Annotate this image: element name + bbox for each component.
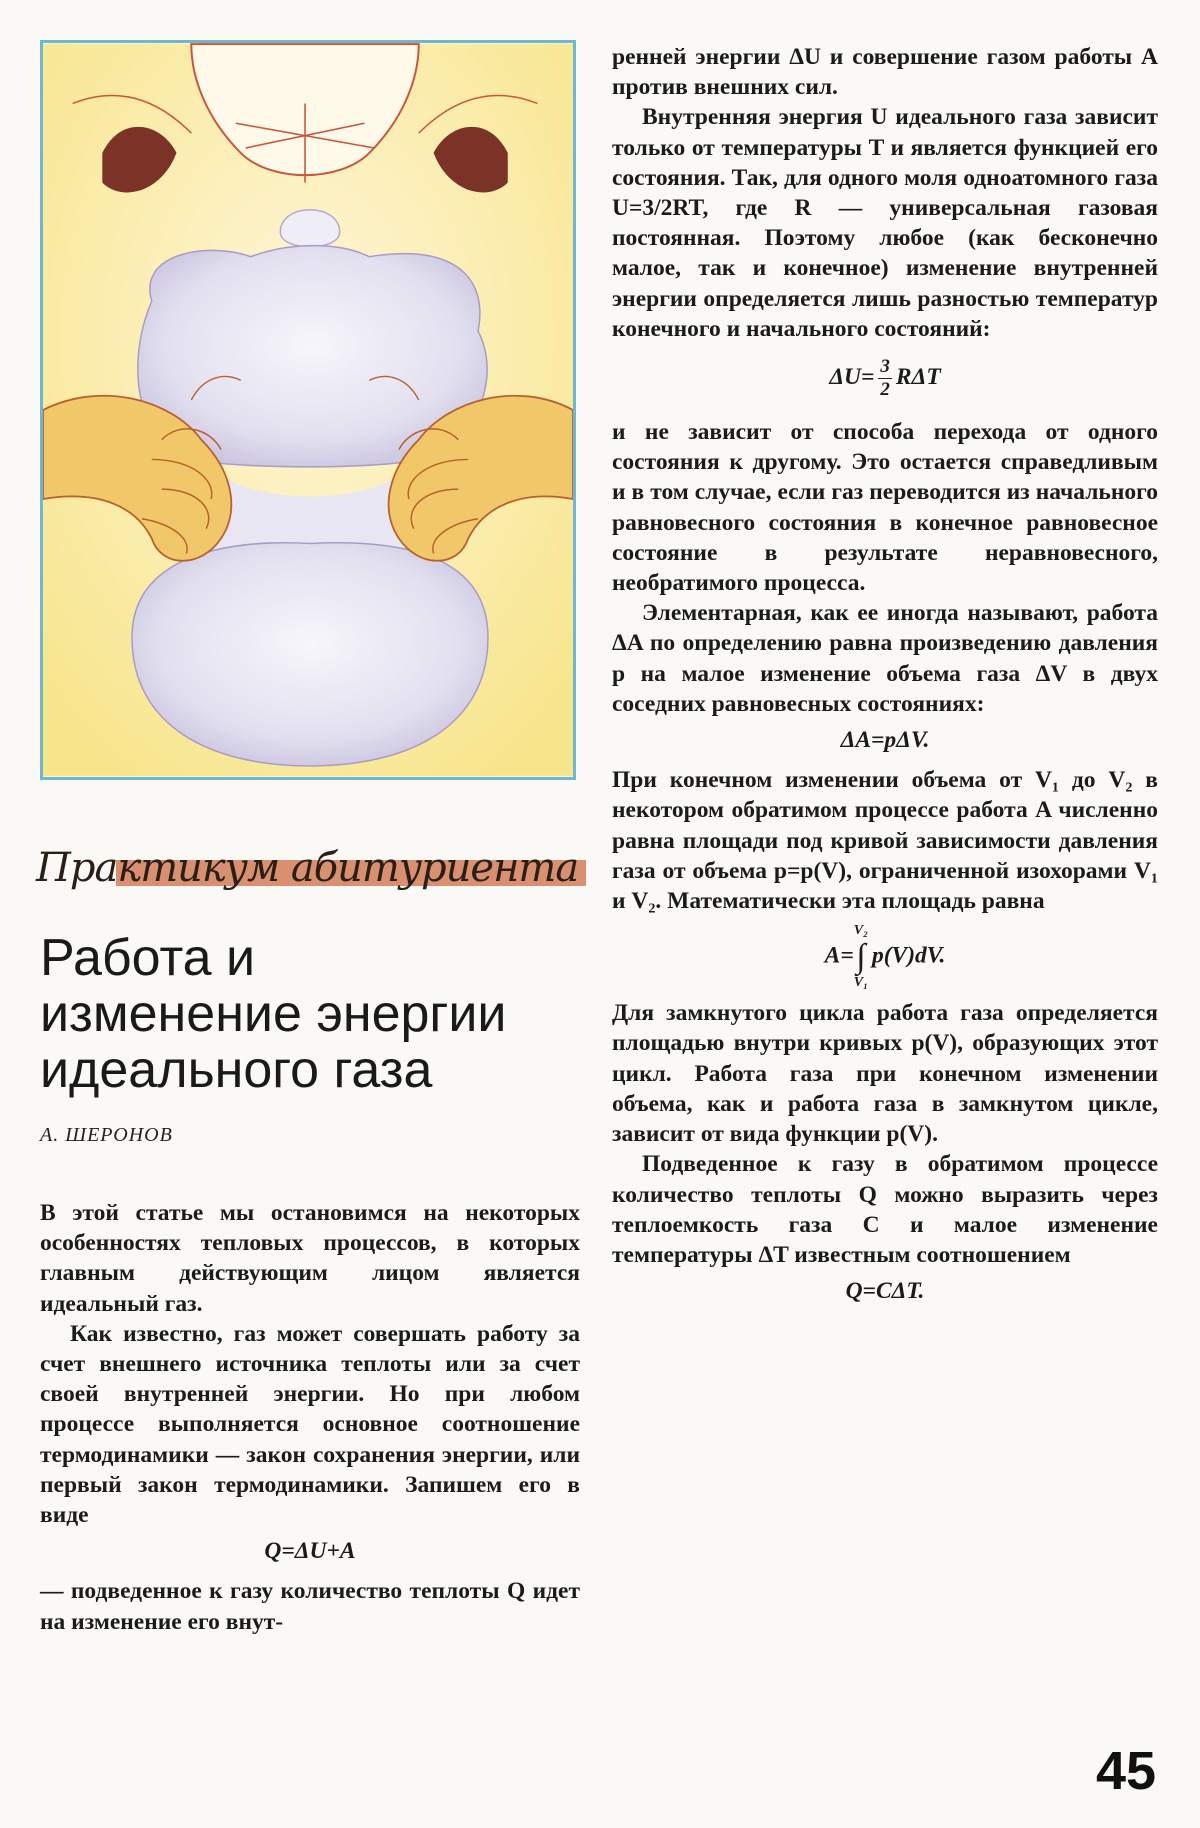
equation: ΔA=pΔV. [840, 727, 930, 754]
rubric-text: Практикум абитуриента [36, 845, 579, 891]
equation: Q=CΔT. [845, 1278, 925, 1305]
author: А. ШЕРОНОВ [40, 1124, 173, 1146]
equation: Q=ΔU+A [264, 1538, 356, 1565]
integral-upper-limit: V₂ [853, 923, 868, 939]
article-title [40, 930, 600, 1098]
paragraph: — подведенное к газу количество теплоты Q идет на изменение его внут- [40, 1578, 580, 1635]
illustration [40, 40, 576, 780]
section-rubric [36, 838, 596, 898]
title-line-3: идеального газа [40, 1041, 433, 1099]
right-column [612, 42, 1158, 1316]
paragraph: Как известно, газ может совершать работу за счет внешнего источника теплоты или за счет своей внутренней энергии. Но при любом процессе выполняется основное соотношение термодинамики — закон сохранения энергии, или первый закон термодинамики. Запишем его в виде [40, 1320, 580, 1529]
equation-lhs: A= [824, 942, 854, 969]
paragraph: Для замкнутого цикла работа газа определяется площадью внутри кривых p(V), образующих этот цикл. Работа газа при конечном изменении объема, как и работа газа в замкнутом цикле, зависит от вида функции p(V). [612, 1000, 1158, 1148]
equation-integral [612, 924, 1158, 990]
equation-lhs: ΔU= [829, 363, 875, 390]
paragraph: и не зависит от способа перехода от одного состояния к другому. Это остается справедливым и в том случае, если газ переводится из начального равновесного состояния в конечное равновесное состояние в результате неравновесного, необратимого процесса. [612, 419, 1158, 597]
equation-rhs: p(V)dV. [871, 942, 946, 969]
page-number: 45 [1096, 1741, 1157, 1801]
left-column [40, 1198, 580, 1637]
gas-balloon-illustration [43, 43, 573, 777]
equation-rhs: RΔT [895, 363, 941, 390]
paragraph: Подведенное к газу в обратимом процессе количество теплоты Q можно выразить через теплоемкость газа C и малое изменение температуры ΔT известным соотношением [612, 1151, 1158, 1268]
fraction [878, 356, 892, 401]
title-line-2: изменение энергии [40, 985, 507, 1043]
integral-sign: ∫ [856, 938, 866, 976]
title-line-1: Работа и [40, 929, 256, 987]
paragraph: ренней энергии ΔU и совершение газом работы A против внешних сил. [612, 44, 1158, 101]
paragraph: Внутренняя энергия U идеального газа зависит только от температуры T и является функцией его состояния. Так, для одного моля одноатомного газа U=3/2RT, где R — универсальная газовая постоянная. Поэтому любое (как бесконечно малое, так и конечное) изменение внутренней энергии определяется лишь разностью температур конечного и начального состояний: [612, 104, 1158, 342]
fraction-denominator: 2 [880, 379, 890, 401]
fraction-numerator: 3 [880, 356, 890, 378]
paragraph: При конечном изменении объема от V₁ до V₂ в некотором обратимом процессе работа A численно равна площади под кривой зависимости давления газа от объема p=p(V), ограниченной изохорами V₁ и V₂. Математически эта площадь равна [612, 767, 1158, 915]
integral [854, 924, 868, 990]
paragraph: Элементарная, как ее иногда называют, работа ΔA по определению равна произведению давления p на малое изменение объема газа ΔV в двух соседних равновесных состояниях: [612, 600, 1158, 717]
paragraph: В этой статье мы остановимся на некоторых особенностях тепловых процессов, в которых главным действующим лицом является идеальный газ. [40, 1200, 580, 1317]
equation-delta-u [612, 356, 1158, 401]
integral-lower-limit: V₁ [853, 975, 868, 991]
